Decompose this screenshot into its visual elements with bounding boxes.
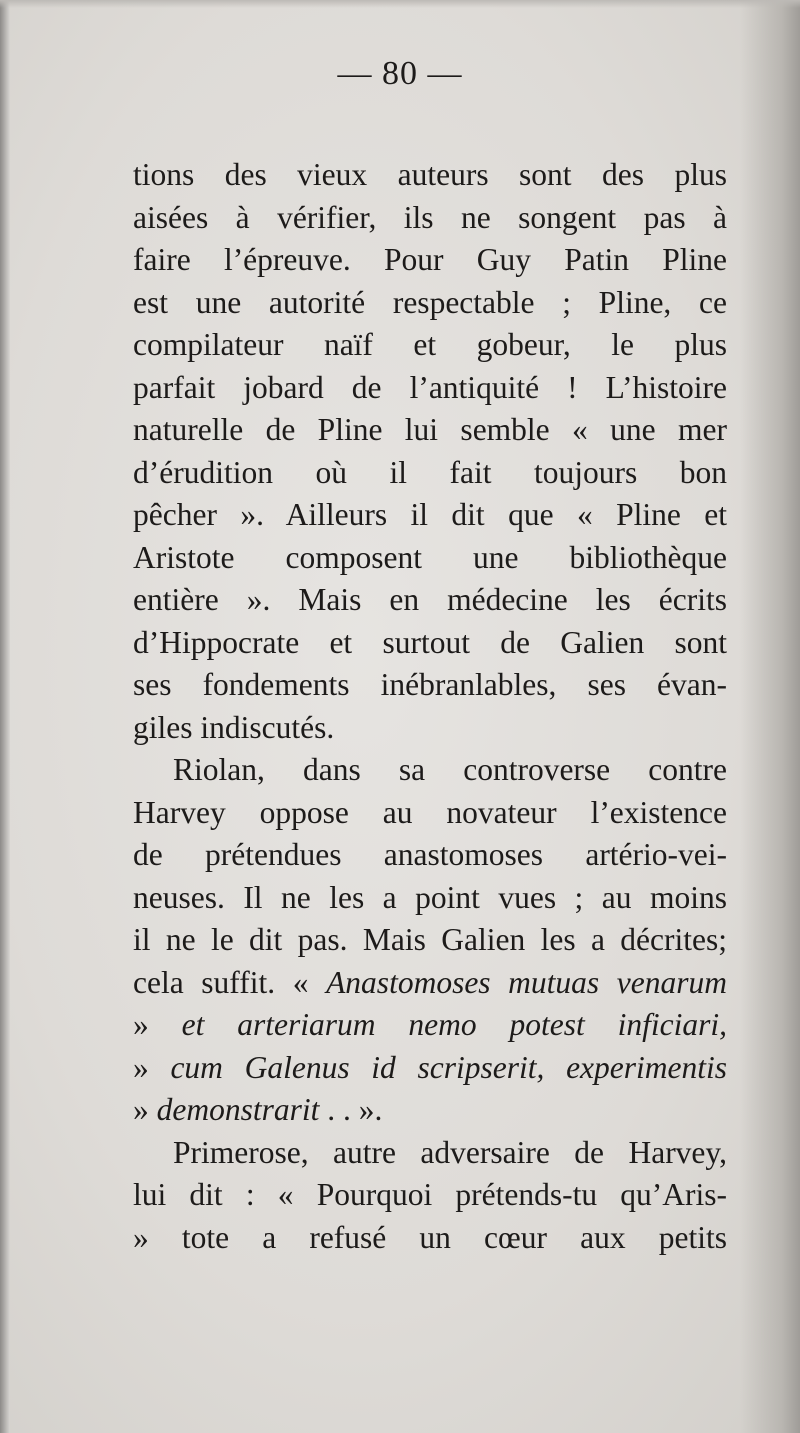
text-line: d’Hippocrate et surtout de Galien sont (133, 624, 727, 660)
page-edge-right (740, 0, 800, 1433)
text-line: compilateur naïf et gobeur, le plus (133, 327, 727, 362)
text-line: giles indiscutés. (133, 709, 335, 745)
text-line: de prétendues anastomoses artério-vei- (133, 837, 727, 872)
text-line (133, 1089, 727, 1132)
text-segment: . . ». (319, 1092, 383, 1127)
text-line: Aristote composent une bibliothèque (133, 539, 727, 575)
text-line: ses fondements inébranlables, ses évan- (133, 667, 727, 702)
latin-quote: Anastomoses mutuas venarum (326, 964, 727, 1000)
text-line: pêcher ». Ailleurs il dit que « Pline et (133, 497, 727, 532)
latin-quote: et arteriarum nemo potest inficiari, (181, 1007, 728, 1042)
text-line: entière ». Mais en médecine les écrits (133, 582, 727, 617)
text-line: il ne le dit pas. Mais Galien les a décrites; (133, 922, 727, 957)
text-line: aisées à vérifier, ils ne songent pas à (133, 199, 727, 235)
latin-quote: cum Galenus id scripserit, experimentis (170, 1049, 728, 1085)
text-line: parfait jobard de l’antiquité ! L’histoire (133, 369, 727, 405)
text-segment: » (133, 1007, 182, 1042)
text-segment: cela suffit. « (133, 964, 327, 1000)
page-edge-left (0, 0, 10, 1433)
text-line: Harvey oppose au novateur l’existence (133, 794, 727, 830)
text-line: est une autorité respectable ; Pline, ce (133, 284, 727, 320)
body-text (133, 154, 727, 1259)
text-line: neuses. Il ne les a point vues ; au moins (133, 879, 727, 915)
text-line (133, 1047, 727, 1090)
text-line: Primerose, autre adversaire de Harvey, (173, 1134, 727, 1170)
text-line: naturelle de Pline lui semble « une mer (133, 412, 727, 447)
text-line (133, 1004, 727, 1047)
latin-quote: demonstrarit (156, 1092, 320, 1127)
page-edge-top (0, 0, 800, 8)
text-line: d’érudition où il fait toujours bon (133, 454, 727, 490)
text-line: faire l’épreuve. Pour Guy Patin Pline (133, 242, 727, 277)
text-line: Riolan, dans sa controverse contre (173, 752, 727, 787)
text-line: tions des vieux auteurs sont des plus (133, 157, 727, 192)
text-segment: » (133, 1092, 157, 1127)
text-line: lui dit : « Pourquoi prétends-tu qu’Aris- (133, 1177, 727, 1212)
text-line (133, 962, 727, 1005)
text-segment: » (133, 1049, 171, 1085)
page-number: — 80 — (337, 55, 463, 92)
text-line: » tote a refusé un cœur aux petits (133, 1219, 727, 1255)
